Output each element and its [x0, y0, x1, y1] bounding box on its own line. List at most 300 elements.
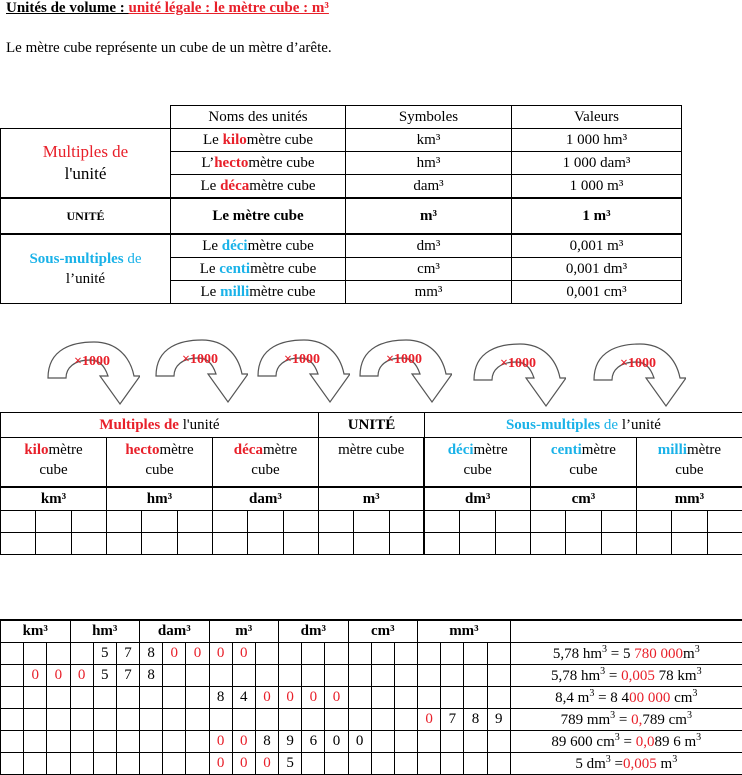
digit-cell — [371, 687, 394, 709]
unit-symbol-header: hm³ — [70, 620, 140, 643]
digit-cell — [186, 687, 209, 709]
text-span: l'unité — [65, 164, 107, 183]
digit-cell — [93, 753, 116, 775]
unit-prefix: kilo — [223, 132, 247, 148]
header-names: Noms des unités — [171, 106, 346, 129]
unit-symbol-header: km³ — [1, 620, 71, 643]
digit-cell — [47, 709, 70, 731]
digit-cell — [325, 665, 348, 687]
times-1000-arrow — [44, 338, 140, 408]
digit-cell — [302, 643, 325, 665]
digit-cell: 7 — [441, 709, 464, 731]
text-span: 789 mm — [561, 712, 611, 728]
unit-symbol-cell: km³ — [346, 129, 512, 152]
digit-cell — [325, 643, 348, 665]
digit-cell — [186, 665, 209, 687]
digit-cell — [601, 511, 636, 533]
multiples-row — [1, 129, 682, 152]
digit-cell — [418, 753, 441, 775]
exponent: 3 — [692, 688, 697, 699]
submultiples-row — [1, 234, 682, 258]
digit-cell — [441, 687, 464, 709]
digit-cell: 0 — [209, 731, 232, 753]
digit-cell — [163, 753, 186, 775]
text-span: 5,78 hm — [553, 646, 602, 662]
unit-prefix: hecto — [214, 155, 248, 171]
text-span: cube — [675, 462, 703, 478]
unite-header: UNITÉ — [318, 413, 424, 438]
text-span: mètre — [159, 442, 193, 458]
digit-cell: 0 — [325, 687, 348, 709]
digit-cell: 0 — [186, 643, 209, 665]
digit-cell: 0 — [232, 643, 255, 665]
exponent: 3 — [697, 666, 702, 677]
unit-symbol: km³ — [1, 487, 107, 511]
exponent: 3 — [606, 754, 611, 765]
unit-symbol: hm³ — [106, 487, 212, 511]
digit-cell: 8 — [140, 643, 163, 665]
digit-cell — [116, 687, 139, 709]
arrow-label: ×1000 — [44, 354, 140, 370]
unit-symbol: dam³ — [212, 487, 318, 511]
title-prefix: Unités de volume : — [6, 0, 129, 16]
text-span: mètre cube — [248, 155, 314, 171]
text-span: cube — [39, 462, 67, 478]
times-1000-arrow — [590, 340, 686, 410]
arrow-label: ×1000 — [470, 356, 566, 372]
units-table — [0, 105, 682, 304]
digit-cell — [394, 643, 417, 665]
digit-cell: 6 — [302, 731, 325, 753]
digit-cell — [93, 731, 116, 753]
digit-cell — [163, 687, 186, 709]
unit-name: Le mètre cube — [171, 198, 346, 234]
digit-cell — [1, 753, 24, 775]
digit-cell — [487, 643, 510, 665]
example-row — [1, 731, 742, 753]
digit-cell — [441, 643, 464, 665]
unit-name-dam³ — [212, 438, 318, 488]
digit-cell — [348, 643, 371, 665]
page-title — [6, 0, 329, 17]
digit-cell — [460, 511, 495, 533]
digit-cell — [248, 511, 283, 533]
digit-cell — [424, 511, 459, 533]
digit-cell — [140, 687, 163, 709]
conversion-result — [510, 709, 742, 731]
unit-value: 1 m³ — [512, 198, 682, 234]
text-span: mètre cube — [249, 178, 315, 194]
digit-cell — [348, 709, 371, 731]
digit-cell — [389, 533, 424, 555]
digit-cell: 8 — [140, 665, 163, 687]
digit-cell — [70, 731, 93, 753]
digit-cell — [394, 709, 417, 731]
unit-prefix: déci — [222, 238, 248, 254]
unit-symbol-cell: dam³ — [346, 175, 512, 199]
exponent: 3 — [600, 666, 605, 677]
digit-cell — [255, 709, 278, 731]
digit-cell — [1, 731, 24, 753]
submultiples-header: Sous-multiples de l’unité — [424, 413, 742, 438]
unit-value-cell: 0,001 cm³ — [512, 281, 682, 304]
text-span: l’unité — [66, 271, 105, 287]
digit-cell — [186, 753, 209, 775]
digit-cell — [177, 511, 212, 533]
unit-symbol-cell: dm³ — [346, 234, 512, 258]
text-span: = — [605, 668, 621, 684]
digit-cell — [636, 533, 671, 555]
digit-cell — [424, 533, 459, 555]
digit-cell — [186, 731, 209, 753]
examples-grid — [0, 619, 742, 775]
text-span: 5,78 hm — [551, 668, 600, 684]
digit-cell — [348, 753, 371, 775]
digit-cell — [394, 753, 417, 775]
digit-cell — [1, 511, 36, 533]
exponent: 3 — [589, 688, 594, 699]
digit-cell — [36, 533, 71, 555]
title-red: unité légale : le mètre cube : m³ — [129, 0, 329, 16]
conversion-grid — [0, 412, 742, 555]
text-span: Le — [201, 178, 221, 194]
header-values: Valeurs — [512, 106, 682, 129]
digit-cell — [93, 687, 116, 709]
digit-cell: 7 — [116, 665, 139, 687]
result-header — [510, 620, 742, 643]
digit-cell: 4 — [232, 687, 255, 709]
digit-cell — [106, 511, 141, 533]
text-span: m — [683, 646, 695, 662]
digit-cell — [142, 533, 177, 555]
digit-cell — [209, 665, 232, 687]
digit-cell — [464, 665, 487, 687]
digit-cell — [212, 533, 247, 555]
times-1000-arrow — [254, 336, 350, 406]
digit-cell — [70, 643, 93, 665]
digit-cell: 0 — [70, 665, 93, 687]
unit-name-m³ — [318, 438, 424, 488]
text-span: de — [124, 251, 142, 267]
digit-cell — [1, 643, 24, 665]
digit-cell: 0 — [348, 731, 371, 753]
digit-cell — [672, 511, 707, 533]
digit-cell — [487, 687, 510, 709]
unit-name-km³ — [1, 438, 107, 488]
digit-cell: 9 — [279, 731, 302, 753]
text-span: mètre — [687, 442, 721, 458]
digit-cell — [140, 709, 163, 731]
text-span: mètre cube — [248, 238, 314, 254]
digit-cell — [142, 511, 177, 533]
unit-prefix: hecto — [125, 442, 159, 458]
arrow-label: ×1000 — [356, 352, 452, 368]
times-1000-arrow — [356, 336, 452, 406]
digit-cell — [24, 643, 47, 665]
exponent: 3 — [672, 754, 677, 765]
text-span: 780 000 — [634, 646, 683, 662]
digit-cell — [418, 731, 441, 753]
unit-symbol-header: dm³ — [279, 620, 349, 643]
digit-cell — [318, 533, 353, 555]
digit-cell: 8 — [464, 709, 487, 731]
unit-value-cell: 1 000 dam³ — [512, 152, 682, 175]
unit-symbol-cell: cm³ — [346, 258, 512, 281]
digit-cell: 0 — [255, 687, 278, 709]
digit-cell — [302, 665, 325, 687]
digit-cell — [441, 731, 464, 753]
unit-name-dm³ — [424, 438, 530, 488]
digit-cell — [707, 533, 742, 555]
digit-cell — [1, 687, 24, 709]
exponent: 3 — [610, 710, 615, 721]
digit-cell: 0 — [418, 709, 441, 731]
text-span: 0,0 — [636, 734, 655, 750]
digit-cell — [418, 643, 441, 665]
digit-cell — [47, 731, 70, 753]
digit-cell — [672, 533, 707, 555]
unit-name-cell — [171, 234, 346, 258]
unit-symbol-header: mm³ — [418, 620, 511, 643]
digit-cell: 9 — [487, 709, 510, 731]
digit-cell — [325, 753, 348, 775]
text-span: Le — [203, 132, 223, 148]
digit-cell — [71, 533, 106, 555]
digit-cell: 0 — [279, 687, 302, 709]
digit-cell — [302, 753, 325, 775]
digit-cell — [163, 665, 186, 687]
text-span: = 5 — [607, 646, 634, 662]
digit-cell — [116, 731, 139, 753]
digit-cell: 5 — [93, 665, 116, 687]
digit-cell — [47, 753, 70, 775]
digit-cell — [232, 709, 255, 731]
digit-cell: 5 — [93, 643, 116, 665]
digit-cell — [371, 731, 394, 753]
unit-prefix: déca — [234, 442, 263, 458]
digit-cell — [177, 533, 212, 555]
digit-cell — [116, 709, 139, 731]
conversion-result — [510, 753, 742, 775]
text-span: cm — [670, 690, 692, 706]
conversion-result — [510, 643, 742, 665]
unit-symbol-header: m³ — [209, 620, 279, 643]
digit-cell — [209, 709, 232, 731]
multiples-group-label — [1, 129, 171, 199]
unit-name-mm³ — [636, 438, 742, 488]
digit-cell — [255, 665, 278, 687]
text-span: = 8 4 — [594, 690, 629, 706]
digit-cell — [70, 709, 93, 731]
digit-cell — [371, 643, 394, 665]
unit-name-hm³ — [106, 438, 212, 488]
arrow-label: ×1000 — [152, 352, 248, 368]
text-span: = — [611, 756, 623, 772]
digit-cell — [495, 511, 530, 533]
text-span: mètre cube — [250, 261, 316, 277]
unit-prefix: centi — [219, 261, 250, 277]
digit-cell — [325, 709, 348, 731]
exponent: 3 — [615, 732, 620, 743]
text-span: 89 6 m — [654, 734, 696, 750]
digit-cell: 0 — [232, 753, 255, 775]
digit-cell — [464, 731, 487, 753]
example-row — [1, 709, 742, 731]
example-row — [1, 687, 742, 709]
digit-cell — [394, 687, 417, 709]
digit-cell — [441, 753, 464, 775]
text-span: 78 km — [655, 668, 697, 684]
digit-cell — [24, 753, 47, 775]
digit-cell — [70, 687, 93, 709]
digit-cell — [47, 687, 70, 709]
unit-symbol-cell: hm³ — [346, 152, 512, 175]
arrow-label: ×1000 — [254, 352, 350, 368]
digit-cell: 8 — [209, 687, 232, 709]
submultiples-group-label — [1, 234, 171, 304]
digit-cell — [302, 709, 325, 731]
unit-symbol: m³ — [346, 198, 512, 234]
digit-cell — [212, 511, 247, 533]
digit-cell — [283, 511, 318, 533]
digit-cell: 7 — [116, 643, 139, 665]
digit-cell — [487, 731, 510, 753]
digit-cell — [163, 709, 186, 731]
digit-cell — [371, 709, 394, 731]
digit-cell: 0 — [24, 665, 47, 687]
example-row — [1, 665, 742, 687]
unit-value-cell: 1 000 hm³ — [512, 129, 682, 152]
digit-cell — [24, 687, 47, 709]
digit-cell — [232, 665, 255, 687]
digit-cell: 0 — [209, 643, 232, 665]
unit-value-cell: 0,001 dm³ — [512, 258, 682, 281]
text-span: mètre cube — [247, 132, 313, 148]
text-span: mètre — [582, 442, 616, 458]
unit-prefix: milli — [658, 442, 687, 458]
digit-cell — [601, 533, 636, 555]
unit-symbol-header: dam³ — [140, 620, 210, 643]
text-span: Le — [200, 261, 220, 277]
digit-cell: 0 — [209, 753, 232, 775]
digit-cell: 0 — [232, 731, 255, 753]
unit-prefix: milli — [220, 284, 249, 300]
exponent: 3 — [696, 732, 701, 743]
unit-name-cell — [171, 258, 346, 281]
digit-cell — [371, 753, 394, 775]
unit-symbol-header: cm³ — [348, 620, 418, 643]
unit-symbol: dm³ — [424, 487, 530, 511]
digit-cell: 0 — [325, 731, 348, 753]
exponent: 3 — [602, 644, 607, 655]
multiples-header: Multiples de l'unité — [1, 413, 319, 438]
digit-cell — [495, 533, 530, 555]
unit-name-cell — [171, 175, 346, 199]
digit-cell — [47, 643, 70, 665]
text-span: cube — [464, 462, 492, 478]
digit-cell — [636, 511, 671, 533]
digit-cell — [318, 511, 353, 533]
digit-cell — [348, 665, 371, 687]
unit-label: UNITÉ — [1, 198, 171, 234]
digit-cell — [248, 533, 283, 555]
digit-cell — [279, 709, 302, 731]
text-span: 789 cm — [642, 712, 687, 728]
text-span: Sous-multiples — [29, 251, 123, 267]
conversion-result — [510, 731, 742, 753]
digit-cell — [487, 753, 510, 775]
text-span: cube — [145, 462, 173, 478]
digit-cell — [441, 665, 464, 687]
text-span: Le — [202, 238, 222, 254]
text-span: 00 000 — [629, 690, 670, 706]
times-1000-arrow — [152, 336, 248, 406]
digit-cell — [71, 511, 106, 533]
digit-cell — [566, 533, 601, 555]
digit-cell — [348, 687, 371, 709]
digit-cell — [279, 643, 302, 665]
digit-cell — [140, 731, 163, 753]
example-row — [1, 753, 742, 775]
digit-cell — [460, 533, 495, 555]
text-span: = — [620, 734, 636, 750]
text-span: mètre — [474, 442, 508, 458]
unit-symbol: cm³ — [530, 487, 636, 511]
digit-cell — [283, 533, 318, 555]
digit-cell — [106, 533, 141, 555]
unit-symbol: mm³ — [636, 487, 742, 511]
unit-symbol: m³ — [318, 487, 424, 511]
conversion-result — [510, 665, 742, 687]
text-span: Le — [201, 284, 221, 300]
digit-cell — [140, 753, 163, 775]
text-span: m — [657, 756, 672, 772]
digit-cell: 8 — [255, 731, 278, 753]
digit-cell: 0 — [47, 665, 70, 687]
times-1000-arrow — [470, 340, 566, 410]
unit-prefix: kilo — [24, 442, 48, 458]
text-span: L’ — [201, 155, 214, 171]
digit-cell — [566, 511, 601, 533]
digit-cell — [1, 533, 36, 555]
text-span: 8,4 m — [555, 690, 589, 706]
digit-cell — [255, 643, 278, 665]
digit-cell: 0 — [163, 643, 186, 665]
empty-corner — [1, 106, 171, 129]
digit-cell — [163, 731, 186, 753]
unit-prefix: déca — [220, 178, 249, 194]
digit-cell — [464, 687, 487, 709]
text-span: cube — [569, 462, 597, 478]
digit-cell — [116, 753, 139, 775]
digit-cell — [371, 665, 394, 687]
digit-cell — [1, 665, 24, 687]
digit-cell — [487, 665, 510, 687]
digit-cell: 0 — [255, 753, 278, 775]
digit-cell — [418, 687, 441, 709]
text-span: cube — [251, 462, 279, 478]
text-span: mètre — [49, 442, 83, 458]
text-span: = — [615, 712, 631, 728]
text-span: mètre — [263, 442, 297, 458]
unit-name-cell — [171, 129, 346, 152]
text-span: 89 600 cm — [551, 734, 614, 750]
header-symbols: Symboles — [346, 106, 512, 129]
text-span: 5 dm — [575, 756, 605, 772]
unit-name-cell — [171, 281, 346, 304]
conversion-result — [510, 687, 742, 709]
digit-cell — [1, 709, 24, 731]
